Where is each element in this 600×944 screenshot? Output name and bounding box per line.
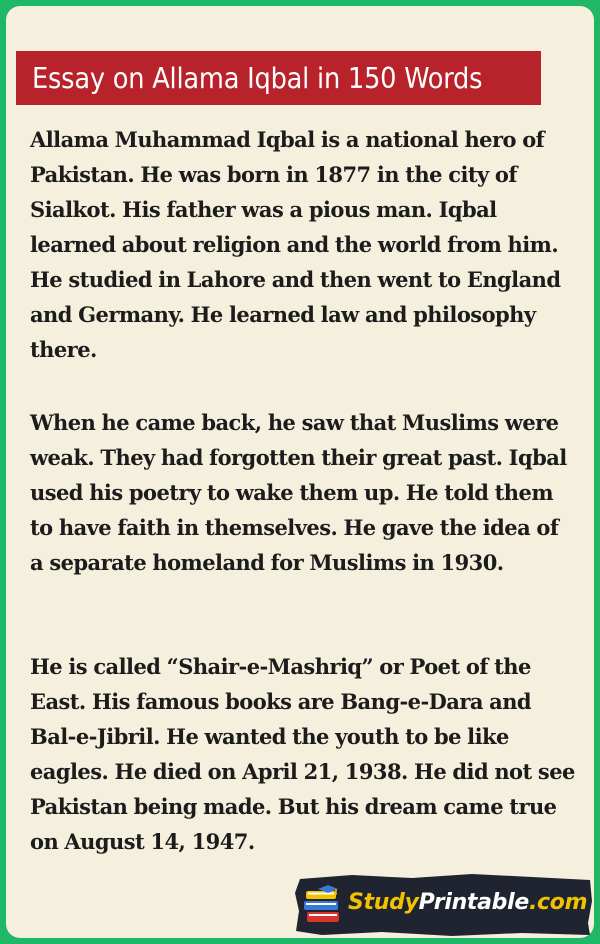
studyprintable-logo	[292, 871, 594, 937]
logo-text	[348, 890, 587, 915]
essay-card	[6, 6, 594, 938]
paragraph-2: When he came back, he saw that Muslims were weak. They had forgotten their great past. Iqbal used his poetry to wake them up. He told them to have faith in themselves. He gave the idea of a separate homeland for Muslims in 1930.	[30, 410, 567, 575]
paragraph-3: He is called “Shair-e-Mashriq” or Poet of the East. His famous books are Bang-e-Dara and Bal-e-Jibril. He wanted the youth to be like eagles. He died on April 21, 1938. He did not see Pakistan being made. But his dream came true on August 14, 1947.	[30, 654, 575, 854]
paragraph-1: Allama Muhammad Iqbal is a national hero of Pakistan. He was born in 1877 in the city of Sialkot. His father was a pious man. Iqbal learned about religion and the world from him. He studied in Lahore and then went to England and Germany. He learned law and philosophy there.	[30, 127, 561, 362]
books-stack-icon	[302, 883, 344, 927]
title-banner	[16, 51, 541, 105]
logo-text-printable: Printable	[418, 890, 529, 915]
logo-text-study: Study	[348, 890, 419, 915]
logo-text-com: .com	[529, 890, 588, 915]
page-title: Essay on Allama Iqbal in 150 Words	[32, 61, 483, 95]
